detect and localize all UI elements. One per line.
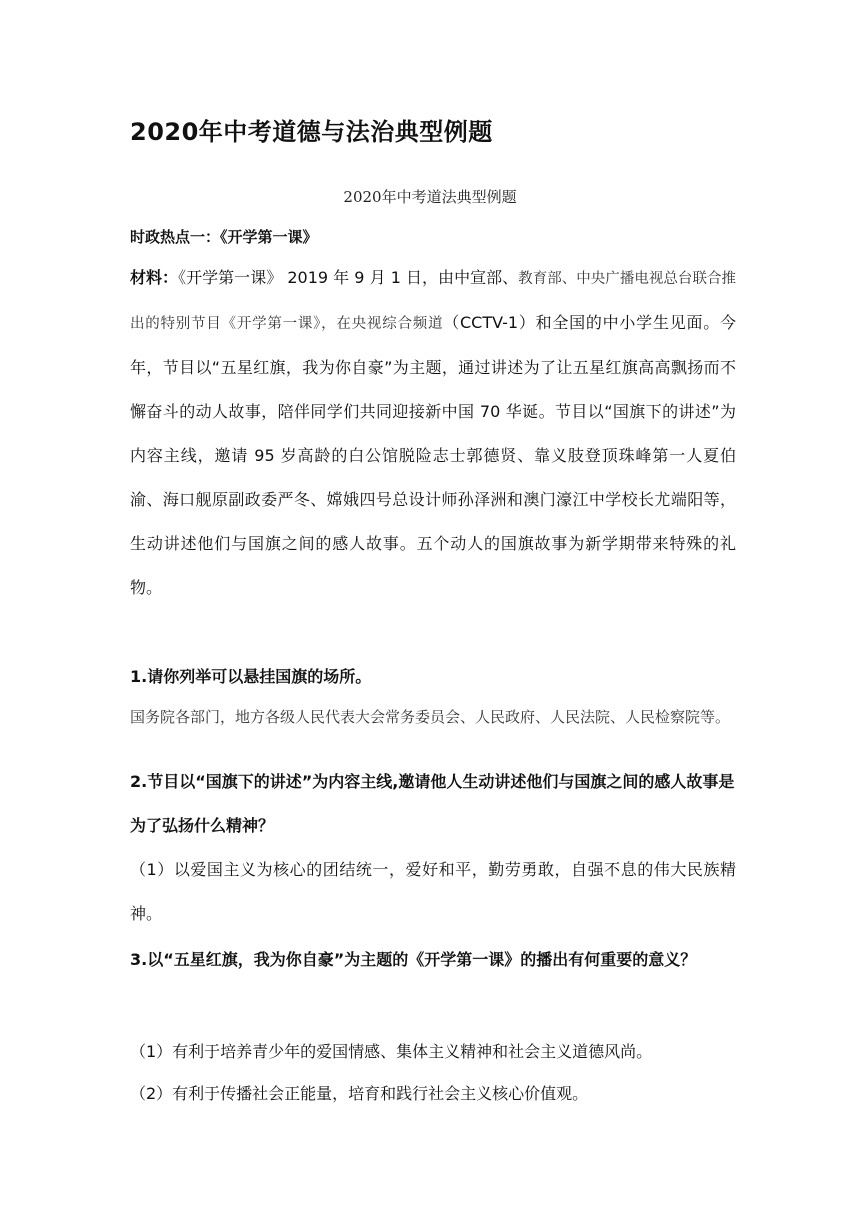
answer-3-item-2: （2）有利于传播社会正能量，培育和践行社会主义核心价值观。 — [130, 1084, 589, 1103]
material-text-part3: （CCTV-1）和全国的中小学生见面。今年，节目以“五星红旗，我为你自豪”为主题，通过讲述为了让五星红旗高高飘扬而不懈奋斗的动人故事，陪伴同学们共同迎接新中国 70 华诞。节目以“国旗下的讲述”为内容主线，邀请 95 岁高龄的白公馆脱险志士郭德贤、靠义肢登顶珠峰第一人夏伯渝、海口舰原副政委严冬、嫦娥四号总设计师孙泽洲和澳门濠江中学校长尤端阳等，生动讲述他们与国旗之间的感人故事。五个动人的国旗故事为新学期带来特殊的礼物。 — [130, 313, 736, 597]
document-title: 2020年中考道德与法治典型例题 — [130, 118, 493, 146]
material-label: 材料： — [130, 268, 179, 287]
topic-heading: 时政热点一：《开学第一课》 — [130, 228, 318, 246]
answer-1: 国务院各部门，地方各级人民代表大会常务委员会、人民政府、人民法院、人民检察院等。 — [130, 708, 731, 726]
material-text-part2: 教育部、中央广播电视总台联合推出的特别节目《开学第一课》，在央视综合频道 — [130, 271, 736, 332]
answer-3-item-1: （1）有利于培养青少年的爱国情感、集体主义精神和社会主义道德风尚。 — [130, 1042, 653, 1061]
material-text-part1: 《开学第一课》 2019 年 9 月 1 日，由中宣部、 — [178, 268, 519, 287]
question-3: 3.以“五星红旗，我为你自豪”为主题的《开学第一课》的播出有何重要的意义？ — [130, 950, 697, 969]
document-subtitle: 2020年中考道法典型例题 — [343, 188, 517, 206]
answer-2: （1）以爱国主义为核心的团结统一，爱好和平，勤劳勇敢，自强不息的伟大民族精神。 — [130, 860, 736, 923]
material-paragraph — [130, 256, 736, 610]
question-2: 2.节目以“国旗下的讲述”为内容主线,邀请他人生动讲述他们与国旗之间的感人故事是为了弘扬什么精神？ — [130, 772, 735, 835]
question-1: 1.请你列举可以悬挂国旗的场所。 — [130, 667, 372, 686]
